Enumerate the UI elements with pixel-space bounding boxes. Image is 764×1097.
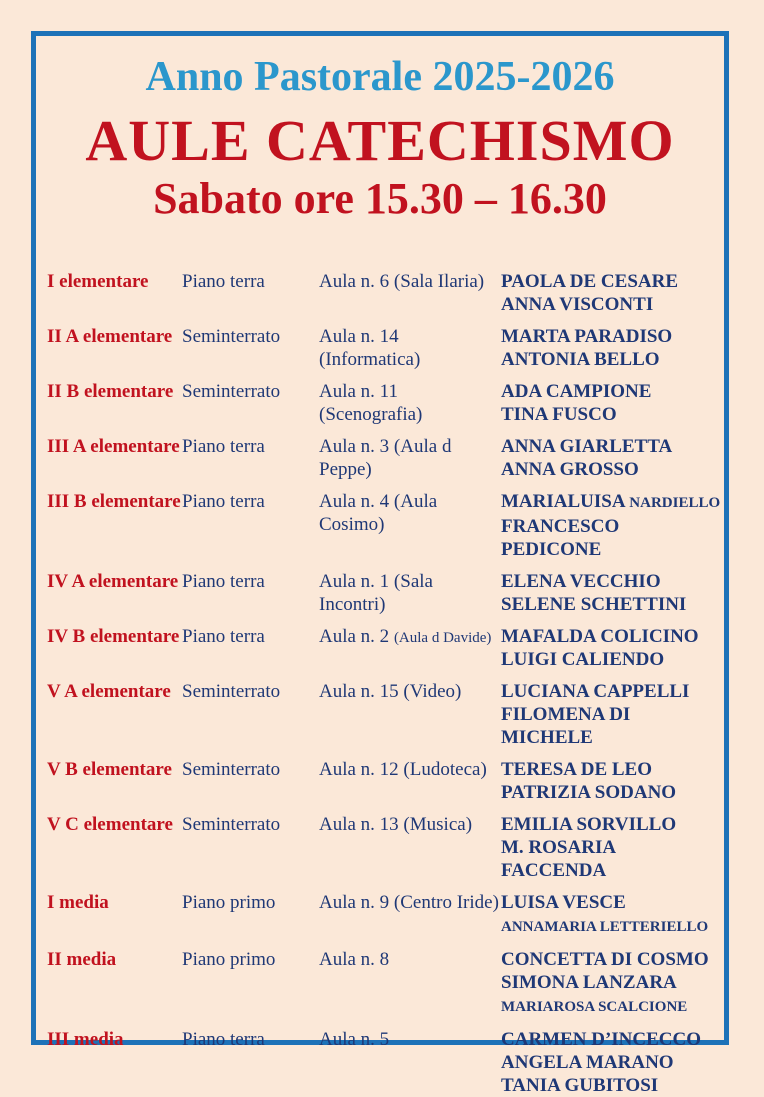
text-segment: Aula n. 8 — [319, 949, 390, 970]
teacher-name — [501, 458, 723, 481]
table-row — [47, 813, 724, 882]
room-label — [319, 1028, 501, 1097]
text-segment: Aula n. 1 (Sala Incontri) — [319, 571, 433, 615]
room-label — [319, 270, 501, 316]
class-name: III B elementare — [47, 491, 181, 512]
room-label — [319, 325, 501, 371]
floor-label: Piano terra — [182, 626, 265, 647]
text-segment: EMILIA SORVILLO — [501, 814, 677, 835]
teacher-names — [501, 625, 723, 671]
floor-label: Seminterrato — [182, 759, 281, 780]
floor-label: Seminterrato — [182, 326, 281, 347]
text-segment: ANNAMARIA LETTERIELLO — [501, 919, 709, 935]
table-row — [47, 625, 724, 671]
teacher-name — [501, 403, 723, 426]
teacher-names — [501, 891, 723, 939]
text-segment: MARTA PARADISO — [501, 326, 673, 347]
text-segment: CONCETTA DI COSMO — [501, 949, 709, 970]
text-segment: Aula n. 12 (Ludoteca) — [319, 759, 487, 780]
teacher-name — [501, 435, 723, 458]
table-row — [47, 270, 724, 316]
table-row — [47, 891, 724, 939]
text-segment: LUISA VESCE — [501, 892, 626, 913]
text-segment: MARIALUISA — [501, 491, 630, 512]
teacher-names — [501, 380, 723, 426]
poster-header — [36, 53, 724, 223]
floor-label: Piano primo — [182, 892, 276, 913]
room-label — [319, 570, 501, 616]
table-row — [47, 758, 724, 804]
teacher-names — [501, 758, 723, 804]
teacher-name — [501, 758, 723, 781]
class-name: V B elementare — [47, 759, 172, 780]
text-segment: Aula n. 14 (Informatica) — [319, 326, 421, 370]
class-name: II A elementare — [47, 326, 173, 347]
teacher-names — [501, 948, 723, 1019]
teacher-name — [501, 1028, 723, 1051]
teacher-names — [501, 270, 723, 316]
text-segment: Aula n. 9 (Centro Iride) — [319, 892, 499, 913]
teacher-name — [501, 348, 723, 371]
text-segment: FRANCESCO PEDICONE — [501, 516, 620, 560]
pastoral-year-heading: Anno Pastorale 2025-2026 — [145, 54, 615, 100]
room-label — [319, 891, 501, 939]
text-segment: SELENE SCHETTINI — [501, 594, 687, 615]
class-name: II B elementare — [47, 381, 174, 402]
text-segment: (Aula d Davide) — [393, 630, 492, 646]
teacher-name — [501, 971, 723, 994]
floor-label: Piano terra — [182, 1029, 265, 1050]
floor-label: Seminterrato — [182, 681, 281, 702]
teacher-names — [501, 1028, 723, 1097]
class-name: V A elementare — [47, 681, 171, 702]
class-name: V C elementare — [47, 814, 173, 835]
text-segment: CARMEN D’INCECCO — [501, 1029, 702, 1050]
table-row — [47, 380, 724, 426]
text-segment: PATRIZIA SODANO — [501, 782, 677, 803]
teacher-name — [501, 813, 723, 836]
floor-label: Piano terra — [182, 436, 265, 457]
teacher-name — [501, 703, 723, 749]
table-row — [47, 570, 724, 616]
text-segment: Aula n. 5 — [319, 1029, 390, 1050]
teacher-name — [501, 1051, 723, 1074]
text-segment: PAOLA DE CESARE — [501, 271, 679, 292]
teacher-name — [501, 593, 723, 616]
teacher-name — [501, 380, 723, 403]
teacher-names — [501, 325, 723, 371]
teacher-name — [501, 781, 723, 804]
class-name: III media — [47, 1029, 124, 1050]
floor-label: Seminterrato — [182, 814, 281, 835]
teacher-name — [501, 515, 723, 561]
text-segment: TERESA DE LEO — [501, 759, 652, 780]
table-row — [47, 435, 724, 481]
teacher-name — [501, 994, 723, 1019]
text-segment: ANGELA MARANO — [501, 1052, 674, 1073]
class-name: II media — [47, 949, 117, 970]
room-label — [319, 435, 501, 481]
floor-label: Piano terra — [182, 491, 265, 512]
table-row — [47, 325, 724, 371]
class-name: IV A elementare — [47, 571, 179, 592]
text-segment: MAFALDA COLICINO — [501, 626, 699, 647]
text-segment: MARIAROSA SCALCIONE — [501, 999, 688, 1015]
room-label — [319, 758, 501, 804]
floor-label: Seminterrato — [182, 381, 281, 402]
text-segment: Aula n. 3 (Aula d Peppe) — [319, 436, 452, 480]
teacher-name — [501, 648, 723, 671]
teacher-name — [501, 836, 723, 882]
room-label — [319, 490, 501, 561]
teacher-name — [501, 914, 723, 939]
teacher-name — [501, 680, 723, 703]
teacher-name — [501, 270, 723, 293]
teacher-names — [501, 813, 723, 882]
text-segment: ANNA GROSSO — [501, 459, 639, 480]
poster-border-frame — [31, 31, 729, 1096]
table-row — [47, 490, 724, 561]
text-segment: Aula n. 15 (Video) — [319, 681, 462, 702]
text-segment: Aula n. 2 — [319, 626, 394, 647]
teacher-name — [501, 625, 723, 648]
teacher-name — [501, 325, 723, 348]
text-segment: Aula n. 4 (Aula Cosimo) — [319, 491, 438, 535]
teacher-name — [501, 570, 723, 593]
room-label — [319, 813, 501, 882]
text-segment: Aula n. 6 (Sala Ilaria) — [319, 271, 485, 292]
text-segment: NARDIELLO — [629, 495, 721, 511]
text-segment: ANTONIA BELLO — [501, 349, 660, 370]
class-name: I media — [47, 892, 109, 913]
table-row — [47, 1028, 724, 1097]
text-segment: TINA FUSCO — [501, 404, 617, 425]
room-label — [319, 380, 501, 426]
text-segment: TANIA GUBITOSI — [501, 1075, 659, 1096]
classroom-table — [36, 270, 724, 1097]
text-segment: ANNA VISCONTI — [501, 294, 654, 315]
room-label — [319, 625, 501, 671]
teacher-name — [501, 1074, 723, 1097]
teacher-name — [501, 891, 723, 914]
teacher-name — [501, 490, 723, 515]
poster-title: AULE CATECHISMO — [85, 108, 675, 173]
table-row — [47, 680, 724, 749]
teacher-names — [501, 680, 723, 749]
text-segment: FILOMENA DI MICHELE — [501, 704, 631, 748]
teacher-names — [501, 490, 723, 561]
class-name: IV B elementare — [47, 626, 180, 647]
teacher-names — [501, 570, 723, 616]
floor-label: Piano terra — [182, 271, 265, 292]
text-segment: Aula n. 13 (Musica) — [319, 814, 473, 835]
text-segment: ELENA VECCHIO — [501, 571, 661, 592]
text-segment: M. ROSARIA FACCENDA — [501, 837, 616, 881]
room-label — [319, 948, 501, 1019]
text-segment: Aula n. 11 (Scenografia) — [319, 381, 423, 425]
text-segment: ANNA GIARLETTA — [501, 436, 673, 457]
floor-label: Piano terra — [182, 571, 265, 592]
table-row — [47, 948, 724, 1019]
text-segment: SIMONA LANZARA — [501, 972, 677, 993]
text-segment: LUIGI CALIENDO — [501, 649, 665, 670]
text-segment: ADA CAMPIONE — [501, 381, 652, 402]
teacher-name — [501, 948, 723, 971]
floor-label: Piano primo — [182, 949, 276, 970]
class-name: I elementare — [47, 271, 149, 292]
teacher-names — [501, 435, 723, 481]
room-label — [319, 680, 501, 749]
text-segment: LUCIANA CAPPELLI — [501, 681, 690, 702]
class-name: III A elementare — [47, 436, 180, 457]
schedule-heading: Sabato ore 15.30 – 16.30 — [153, 174, 607, 223]
teacher-name — [501, 293, 723, 316]
